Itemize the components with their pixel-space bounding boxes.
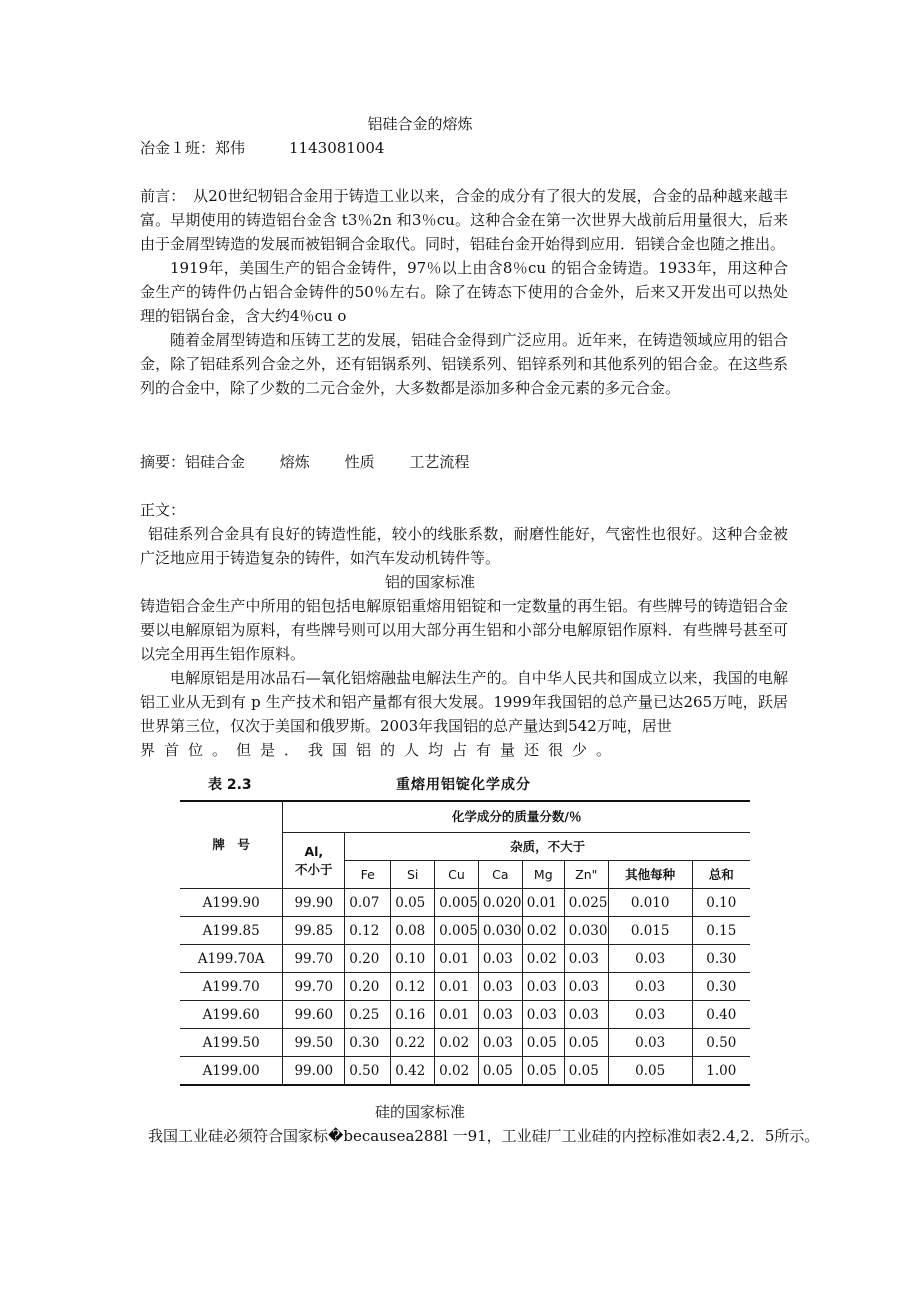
al-section: [140, 594, 788, 762]
preface-paragraph-2: 1919年，美国生产的铝合金铸件，97％以上由含8％cu 的铝合金铸造。1933年，用这种合金生产的铸件仍占铝合金铸件的50％左右。除了在铸态下使用的合金外，后来又开发出可以热处理的铝锅台金，含大约4％cu o: [140, 259, 788, 325]
al-cell: 99.70: [283, 945, 345, 973]
student-id: 1143081004: [289, 139, 385, 157]
impurity-cell: 0.03: [478, 945, 522, 973]
col-header-fe: Fe: [345, 861, 391, 889]
keyword-abstract: 摘要：铝硅合金: [140, 453, 246, 471]
impurity-cell: 0.25: [345, 1001, 391, 1029]
impurity-cell: 0.02: [435, 1057, 479, 1086]
grade-cell: A199.90: [180, 889, 283, 917]
grade-header: 牌 号: [180, 801, 283, 889]
preface-paragraph-3: 随着金屑型铸造和压铸工艺的发展，铝硅合金得到广泛应用。近年来，在铸造领域应用的铝合金，除了铝硅系列合金之外，还有铝锅系列、铝镁系列、铝锌系列和其他系列的铝合金。在这些系列的合金中，除了少数的二元合金外，大多数都是添加多种合金元素的多元合金。: [140, 331, 788, 397]
preface-section: [140, 184, 788, 400]
table-row: [180, 945, 750, 973]
col-header-other-each: 其他每种: [608, 861, 692, 889]
grade-cell: A199.00: [180, 1057, 283, 1086]
impurity-cell: 0.20: [345, 945, 391, 973]
al-standard-heading: 铝的国家标准: [384, 573, 475, 591]
impurity-cell: 0.03: [564, 1001, 608, 1029]
keyword-properties: 性质: [344, 453, 375, 471]
impurity-cell: 0.03: [478, 1029, 522, 1057]
impurity-cell: 0.10: [391, 945, 435, 973]
table-row: [180, 917, 750, 945]
impurity-cell: 0.005: [435, 917, 479, 945]
impurity-cell: 0.02: [435, 1029, 479, 1057]
impurity-cell: 0.01: [522, 889, 564, 917]
impurity-cell: 0.01: [435, 1001, 479, 1029]
impurity-cell: 0.05: [564, 1057, 608, 1086]
impurity-cell: 0.05: [478, 1057, 522, 1086]
al-header-symbol: Al,: [304, 843, 324, 859]
body-section: [140, 522, 788, 570]
author-name: 冶金１班：郑伟: [140, 139, 246, 157]
impurity-cell: 0.015: [608, 917, 692, 945]
impurity-cell: 0.10: [692, 889, 750, 917]
al-cell: 99.90: [283, 889, 345, 917]
composition-group-header: 化学成分的质量分数/％: [283, 801, 750, 833]
body-paragraph: 铝硅系列合金具有良好的铸造性能，较小的线胀系数，耐磨性能好，气密性也很好。这种合金被广泛地应用于铸造复杂的铸件，如汽车发动机铸件等。: [140, 525, 788, 567]
al-cell: 99.00: [283, 1057, 345, 1086]
al-paragraph-1: 铸造铝合金生产中所用的铝包括电解原铝重熔用铝锭和一定数量的再生铝。有些牌号的铸造铝合金要以电解原铝为原料，有些牌号则可以用大部分再生铝和小部分电解原铝作原料．有些牌号甚至可以完全用再生铝作原料。: [140, 597, 788, 663]
table-caption: 重熔用铝锭化学成分: [396, 777, 531, 793]
impurity-cell: 0.08: [391, 917, 435, 945]
impurity-cell: 0.02: [522, 945, 564, 973]
impurity-cell: 0.30: [345, 1029, 391, 1057]
col-header-si: Si: [391, 861, 435, 889]
keyword-process: 工艺流程: [409, 453, 470, 471]
impurity-cell: 0.05: [564, 1029, 608, 1057]
table-row: [180, 889, 750, 917]
impurity-cell: 0.40: [692, 1001, 750, 1029]
impurity-cell: 0.03: [608, 1029, 692, 1057]
impurity-cell: 0.05: [391, 889, 435, 917]
impurity-cell: 0.16: [391, 1001, 435, 1029]
impurity-cell: 0.030: [564, 917, 608, 945]
table-header-row-1: [180, 801, 750, 833]
col-header-zn: Zn": [564, 861, 608, 889]
impurity-cell: 0.42: [391, 1057, 435, 1086]
impurity-cell: 0.02: [522, 917, 564, 945]
author-line: [140, 136, 384, 160]
al-header: [283, 833, 345, 889]
impurity-cell: 0.03: [478, 1001, 522, 1029]
document-title: 铝硅合金的熔炼: [367, 115, 473, 133]
impurity-cell: 0.05: [522, 1057, 564, 1086]
impurity-cell: 0.03: [522, 973, 564, 1001]
keyword-smelting: 熔炼: [279, 453, 310, 471]
preface-paragraph-1: 前言： 从20世纪牣铝合金用于铸造工业以来，合金的成分有了很大的发展，合金的品种越来越丰富。早期使用的铸造铝台金含 t3％2n 和3％cu。这种合金在第一次世界大战前后用量很大，后来由于金屑型铸造的发展而被铝铜合金取代。同时，铝硅台金开始得到应用．铝镁合金也随之推出。: [140, 187, 788, 253]
al-paragraph-2: 电解原铝是用冰品石—氧化铝熔融盐电解法生产的。自中华人民共和国成立以来，我国的电解铝工业从无到有 p 生产技术和铝产量都有很大发展。1999年我国铝的总产量已达265万吨，跃居世界第三位，仅次于美国和俄罗斯。2003年我国铝的总产量达到542万吨，居世: [140, 669, 788, 735]
impurity-cell: 0.03: [478, 973, 522, 1001]
table-row: [180, 1057, 750, 1086]
impurity-cell: 0.15: [692, 917, 750, 945]
grade-cell: A199.50: [180, 1029, 283, 1057]
impurity-cell: 0.010: [608, 889, 692, 917]
impurity-cell: 0.05: [522, 1029, 564, 1057]
al-paragraph-2-end: 界首位。但是．我国铝的人均占有量还很少。: [140, 741, 621, 759]
impurity-cell: 0.12: [391, 973, 435, 1001]
impurity-cell: 0.03: [522, 1001, 564, 1029]
ingot-composition-table: [180, 800, 750, 1086]
col-header-total: 总和: [692, 861, 750, 889]
col-header-cu: Cu: [435, 861, 479, 889]
impurity-cell: 0.01: [435, 973, 479, 1001]
impurity-cell: 0.03: [608, 973, 692, 1001]
impurity-cell: 1.00: [692, 1057, 750, 1086]
impurity-cell: 0.50: [345, 1057, 391, 1086]
al-cell: 99.60: [283, 1001, 345, 1029]
grade-cell: A199.70A: [180, 945, 283, 973]
grade-cell: A199.60: [180, 1001, 283, 1029]
impurity-cell: 0.03: [608, 1001, 692, 1029]
table-row: [180, 1001, 750, 1029]
al-cell: 99.85: [283, 917, 345, 945]
grade-cell: A199.70: [180, 973, 283, 1001]
table-row: [180, 973, 750, 1001]
al-cell: 99.70: [283, 973, 345, 1001]
al-header-min: 不小于: [295, 861, 333, 877]
body-label: 正文：: [140, 501, 186, 519]
impurity-cell: 0.03: [564, 945, 608, 973]
impurity-cell: 0.01: [435, 945, 479, 973]
col-header-mg: Mg: [522, 861, 564, 889]
impurity-cell: 0.22: [391, 1029, 435, 1057]
col-header-ca: Ca: [478, 861, 522, 889]
impurity-cell: 0.12: [345, 917, 391, 945]
impurity-cell: 0.025: [564, 889, 608, 917]
grade-cell: A199.85: [180, 917, 283, 945]
al-cell: 99.50: [283, 1029, 345, 1057]
impurity-cell: 0.07: [345, 889, 391, 917]
impurity-cell: 0.20: [345, 973, 391, 1001]
impurity-cell: 0.020: [478, 889, 522, 917]
keywords-line: [140, 450, 788, 474]
impurity-cell: 0.03: [564, 973, 608, 1001]
impurity-cell: 0.30: [692, 973, 750, 1001]
si-standard-heading: 硅的国家标准: [374, 1103, 465, 1121]
si-paragraph: 我国工业硅必须符合国家标�becausea288l 一91，工业硅厂工业硅的内控标准如表2.4,2．5所示。: [148, 1127, 820, 1145]
impurity-cell: 0.30: [692, 945, 750, 973]
table-row: [180, 1029, 750, 1057]
impurity-cell: 0.005: [435, 889, 479, 917]
impurity-group-header: 杂质，不大于: [345, 833, 750, 861]
impurity-cell: 0.50: [692, 1029, 750, 1057]
table-number: 表 2.3: [208, 777, 252, 793]
impurity-cell: 0.03: [608, 945, 692, 973]
impurity-cell: 0.030: [478, 917, 522, 945]
impurity-cell: 0.05: [608, 1057, 692, 1086]
